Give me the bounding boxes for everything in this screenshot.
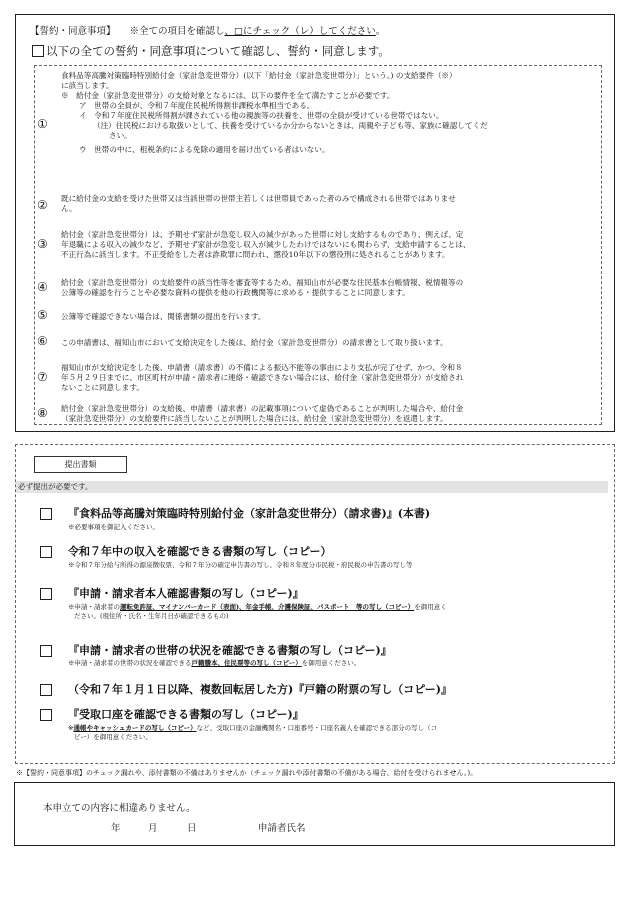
documents-tag: 提出書類 (34, 456, 127, 473)
pledge-item-5: ⑤ 公簿等で確認できない場合は、関係書類の提出を行います。 (37, 308, 266, 322)
footer-note: ※【誓約・同意事項】のチェック漏れや、添付書類の不備はありませんか（チェック漏れや添付書類の不備がある場合、給付を受けられません。)。 (16, 769, 478, 777)
pledge-items (34, 65, 602, 425)
pledge-item-2: ② 既に給付金の支給を受けた世帯又は当該世帯の世帯主若しくは世帯員であった者のみで構成される世帯ではありませ ん。 (37, 194, 456, 213)
document-checkbox-3[interactable] (40, 588, 52, 600)
pledge-item-3: ③ 給付金（家計急変世帯分）は、予期せず家計が急変し収入の減少があった世帯に対し支給するものであり、例えば、定 年退職による収入の減少など、予期せず家計が急変し収入が減少したわけではないにも関わらず、支給申請することは、 不正行為に該当します。不正受給をした者は詐欺罪に問われ、懲役10年以下の懲役刑に処されることがあります。 (37, 230, 471, 259)
applicant-name-label: 申請者氏名 (258, 823, 306, 834)
pledge-item-1: ① 食料品等高騰対策臨時特別給付金（家計急変世帯分）(以下「給付金（家計急変世帯分）」という。) の支給要件（※） に該当します。 ※ 給付金（家計急変世帯分）の支給対象となるには、以下の要件を全て満たすことが必要です。 ア 世帯の全員が、令和７年度住民税所得割非課税水準相当である。 イ 令和７年度住民税所得割が課されている他の親族等の扶養を、世帯の全員が受けている世帯ではない。 （注）住民税における取扱いとして、扶養を受けているか分からないときは、両親や子ども等、家族に確認してくだ さい。 ウ 世帯の中に、租税条約による免除の適用を届け出ている者はいない。 (37, 71, 488, 154)
pledge-item-6: ⑥ この申請書は、福知山市において支給決定をした後は、給付金（家計急変世帯分）の請求書として取り扱います。 (37, 334, 448, 348)
document-checkbox-4[interactable] (40, 645, 52, 657)
declaration-section (14, 782, 615, 846)
date-day-label: 日 (187, 823, 197, 834)
agree-all-checkbox[interactable] (32, 45, 44, 57)
pledge-item-4: ④ 給付金（家計急変世帯分）の支給要件の該当性等を審査等するため、福知山市が必要な住民基本台帳情報、税情報等の 公簿等の確認を行うことや必要な資料の提供を他の行政機関等に求める・提供することに同意します。 (37, 278, 464, 297)
pledge-item-8: ⑧ 給付金（家計急変世帯分）の支給後、申請書（請求書）の記載事項について虚偽であることが判明した場合や、給付金 （家計急変世帯分）の支給要件に該当しないことが判明した場合には、給付金（家計急変世帯分）を返還します。 (37, 404, 464, 423)
pledge-instruction: ※全ての項目を確認し、□にチェック（レ）してください。 (129, 26, 386, 37)
pledge-title: 【誓約・同意事項】 (30, 26, 116, 37)
item-number: ① (37, 117, 48, 131)
required-note: 必ず提出が必要です。 (16, 481, 608, 493)
document-checkbox-1[interactable] (40, 508, 52, 520)
pledge-section (15, 14, 615, 432)
agree-all-row[interactable] (32, 43, 390, 59)
date-year-label: 年 (111, 823, 121, 834)
date-month-label: 月 (148, 823, 158, 834)
document-checkbox-2[interactable] (40, 546, 52, 558)
pledge-header (30, 23, 385, 37)
declaration-text: 本申立ての内容に相違ありません。 (43, 803, 196, 814)
document-checkbox-5[interactable] (40, 684, 52, 696)
pledge-item-7: ⑦ 福知山市が支給決定をした後、申請書（請求書）の不備による振込不能等の事由により支払が完了せず、かつ、令和８ 年５月２９日までに、市区町村が申請・請求者に連絡・確認できない場合には、給付金（家計急変世帯分）が支給され ないことに同意します。 (37, 363, 464, 392)
document-checkbox-6[interactable] (40, 709, 52, 721)
agree-all-label: 以下の全ての誓約・同意事項について確認し、誓約・同意します。 (46, 44, 390, 58)
